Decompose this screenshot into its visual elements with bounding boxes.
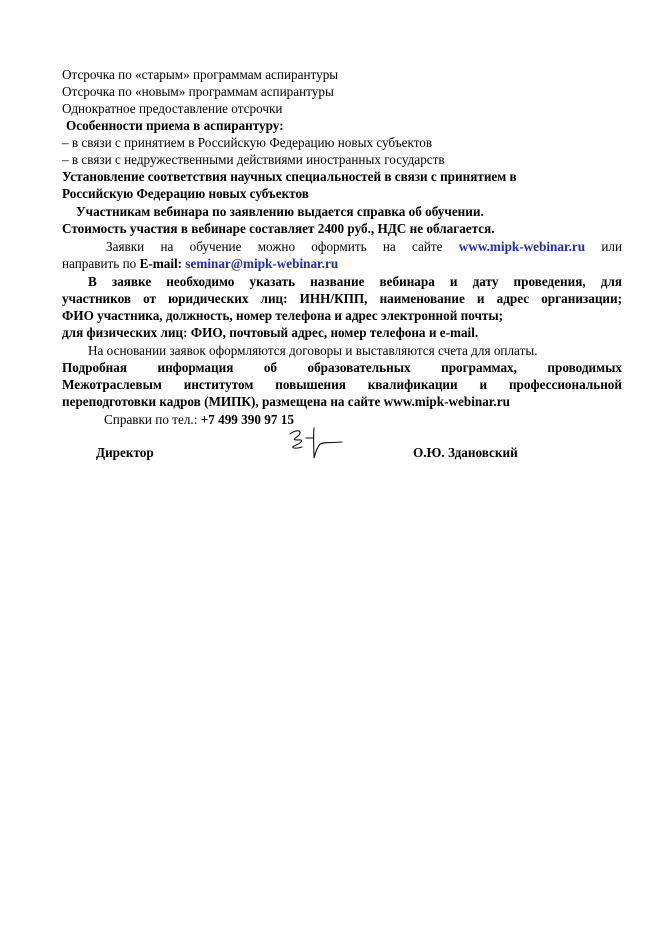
requirements-line-2: участников от юридических лиц: ИНН/КПП, наименование и адрес организации; <box>62 291 622 306</box>
specialties-line-1: Установление соответствия научных специальностей в связи с принятием в <box>62 169 517 184</box>
email-label: E-mail: <box>139 256 183 271</box>
item-old-programs: Отсрочка по «старым» программам аспирантуры <box>62 67 339 82</box>
signature-title: Директор <box>96 445 154 460</box>
website-link[interactable]: www.mipk-webinar.ru <box>458 239 586 254</box>
application-or: или <box>601 239 623 254</box>
application-line-1 <box>62 238 622 255</box>
requirements-line-1: В заявке необходимо указать название вебинара и дату проведения, для <box>88 274 622 289</box>
admission-line-2: – в связи с недружественными действиями иностранных государств <box>62 152 445 167</box>
email-link[interactable]: seminar@mipk-webinar.ru <box>185 256 339 271</box>
phone-line <box>104 411 660 428</box>
specialties-line-2: Российскую Федерацию новых субъектов <box>62 186 309 201</box>
admission-line-1: – в связи с принятием в Российскую Федерацию новых субъектов <box>62 135 433 150</box>
item-one-time-deferral: Однократное предоставление отсрочки <box>62 101 283 116</box>
handwritten-signature <box>284 424 348 462</box>
phone-number: +7 499 390 97 15 <box>200 412 294 427</box>
application-send-text: направить по <box>62 256 137 271</box>
info-line-1: Подробная информация об образовательных программах, проводимых <box>62 360 622 375</box>
application-line-2 <box>62 255 622 272</box>
application-text: Заявки на обучение можно оформить на сайте <box>106 239 443 254</box>
admission-heading: Особенности приема в аспирантуру: <box>66 118 284 133</box>
requirements-line-3: ФИО участника, должность, номер телефона и адрес электронной почты; <box>62 308 504 323</box>
info-line-3: переподготовки кадров (МИПК), размещена на сайте www.mipk-webinar.ru <box>62 394 510 409</box>
item-new-programs: Отсрочка по «новым» программам аспирантуры <box>62 84 334 99</box>
certificate-text: Участникам вебинара по заявлению выдается справка об обучении. <box>76 204 484 219</box>
contracts-text: На основании заявок оформляются договоры и выставляются счета для оплаты. <box>88 343 538 358</box>
cost-text: Стоимость участия в вебинаре составляет 2400 руб., НДС не облагается. <box>62 221 495 236</box>
signature-name: О.Ю. Здановский <box>413 445 518 460</box>
requirements-line-4: для физических лиц: ФИО, почтовый адрес, номер телефона и e-mail. <box>62 325 479 340</box>
info-line-2: Межотраслевым институтом повышения квалификации и профессиональной <box>62 377 622 392</box>
phone-label: Справки по тел.: <box>104 412 198 427</box>
